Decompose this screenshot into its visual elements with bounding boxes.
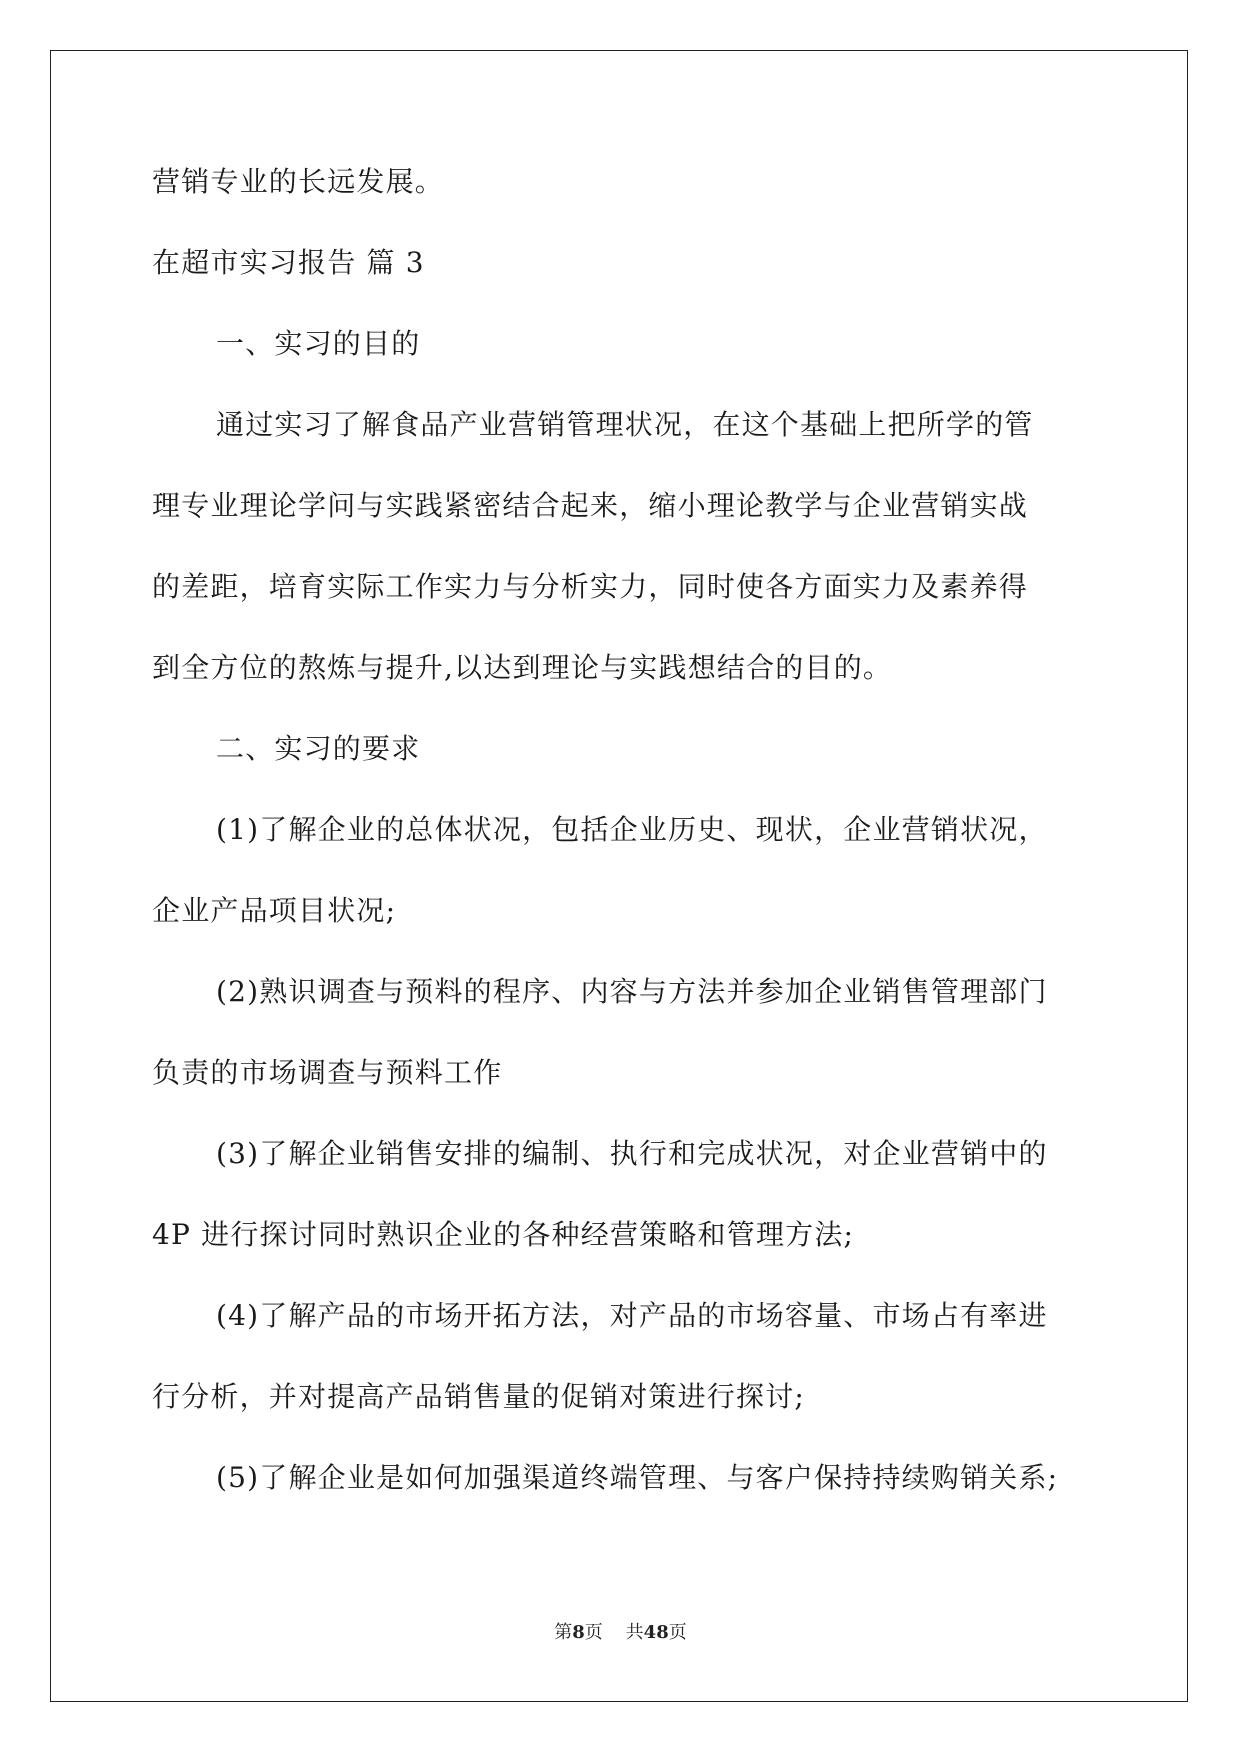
text-line: 理专业理论学问与实践紧密结合起来，缩小理论教学与企业营销实战 xyxy=(152,489,1029,522)
section-title: 在超市实习报告 篇 3 xyxy=(152,246,425,279)
list-item-3: (3)了解企业销售安排的编制、执行和完成状况，对企业营销中的 xyxy=(216,1137,1048,1170)
footer-total-suffix: 页 xyxy=(668,1622,687,1643)
text-line: 负责的市场调查与预料工作 xyxy=(152,1056,503,1089)
document-body xyxy=(152,162,1092,1539)
list-item-4: (4)了解产品的市场开拓方法，对产品的市场容量、市场占有率进 xyxy=(216,1299,1048,1332)
page-footer xyxy=(0,1618,1241,1644)
current-page-number: 8 xyxy=(572,1622,585,1643)
footer-prefix: 第 xyxy=(554,1622,573,1643)
footer-total-prefix: 共 xyxy=(625,1622,644,1643)
text-line: 企业产品项目状况; xyxy=(152,894,397,927)
list-item-5: (5)了解企业是如何加强渠道终端管理、与客户保持持续购销关系; xyxy=(216,1461,1059,1494)
text-line: 的差距，培育实际工作实力与分析实力，同时使各方面实力及素养得 xyxy=(152,570,1029,603)
text-line: 通过实习了解食品产业营销管理状况，在这个基础上把所学的管 xyxy=(216,408,1034,441)
total-page-number: 48 xyxy=(643,1622,669,1643)
heading-requirements: 二、实习的要求 xyxy=(216,732,421,765)
text-line: 营销专业的长远发展。 xyxy=(152,165,445,198)
text-line: 4P 进行探讨同时熟识企业的各种经营策略和管理方法; xyxy=(152,1218,855,1251)
text-line: 行分析，并对提高产品销售量的促销对策进行探讨; xyxy=(152,1380,806,1413)
footer-page-suffix: 页 xyxy=(584,1622,603,1643)
list-item-1: (1)了解企业的总体状况，包括企业历史、现状，企业营销状况， xyxy=(216,813,1048,846)
list-item-2: (2)熟识调查与预料的程序、内容与方法并参加企业销售管理部门 xyxy=(216,975,1048,1008)
heading-purpose: 一、实习的目的 xyxy=(216,327,421,360)
text-line: 到全方位的熬炼与提升,以达到理论与实践想结合的目的。 xyxy=(152,651,893,684)
